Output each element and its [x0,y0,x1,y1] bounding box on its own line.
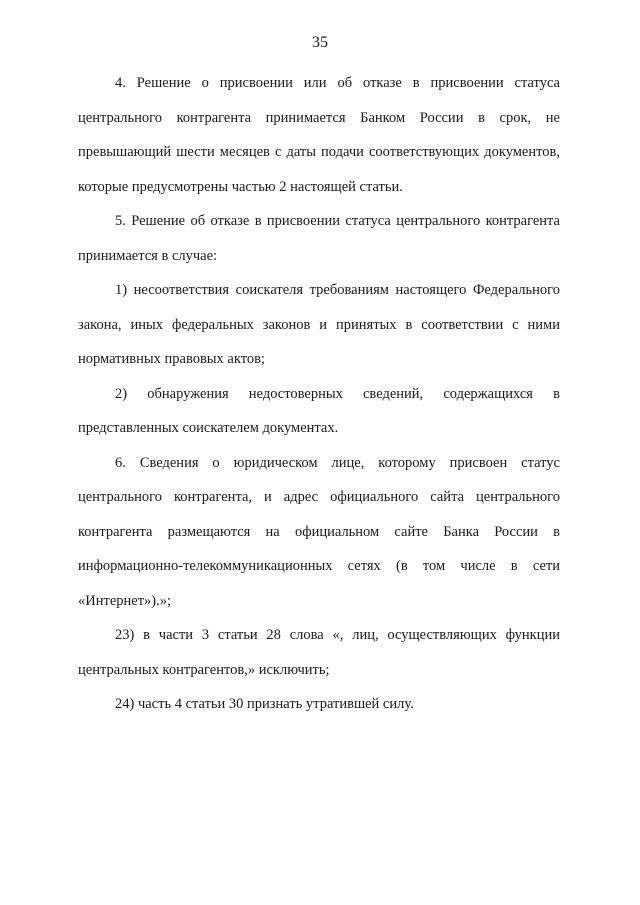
document-body [78,66,560,722]
amendment-item-23: 23) в части 3 статьи 28 слова «, лиц, осуществляющих функции центральных контрагентов,» исключить; [78,627,560,678]
paragraph-5-refusal-grounds: 5. Решение об отказе в присвоении статуса центрального контрагента принимается в случае: [78,213,560,264]
paragraph-4-decision-deadline: 4. Решение о присвоении или об отказе в присвоении статуса центрального контрагента принимается Банком России в срок, не превышающий шести месяцев с даты подачи соответствующих документов, которые предусмотрены частью 2 настоящей статьи. [78,75,560,195]
amendment-item-24: 24) часть 4 статьи 30 признать утратившей силу. [115,696,414,712]
paragraph-5-item-2: 2) обнаружения недостоверных сведений, содержащихся в представленных соискателем документах. [78,385,560,436]
page-number: 35 [312,34,328,51]
paragraph-6-publication: 6. Сведения о юридическом лице, которому присвоен статус центрального контрагента, и адрес официального сайта центрального контрагента размещаются на официальном сайте Банка России в информационно-телекоммуникационных сетях (в том числе в сети «Интернет»).»; [78,454,560,609]
paragraph-5-item-1: 1) несоответствия соискателя требованиям настоящего Федерального закона, иных федеральных законов и принятых в соответствии с ними нормативных правовых актов; [78,282,560,367]
